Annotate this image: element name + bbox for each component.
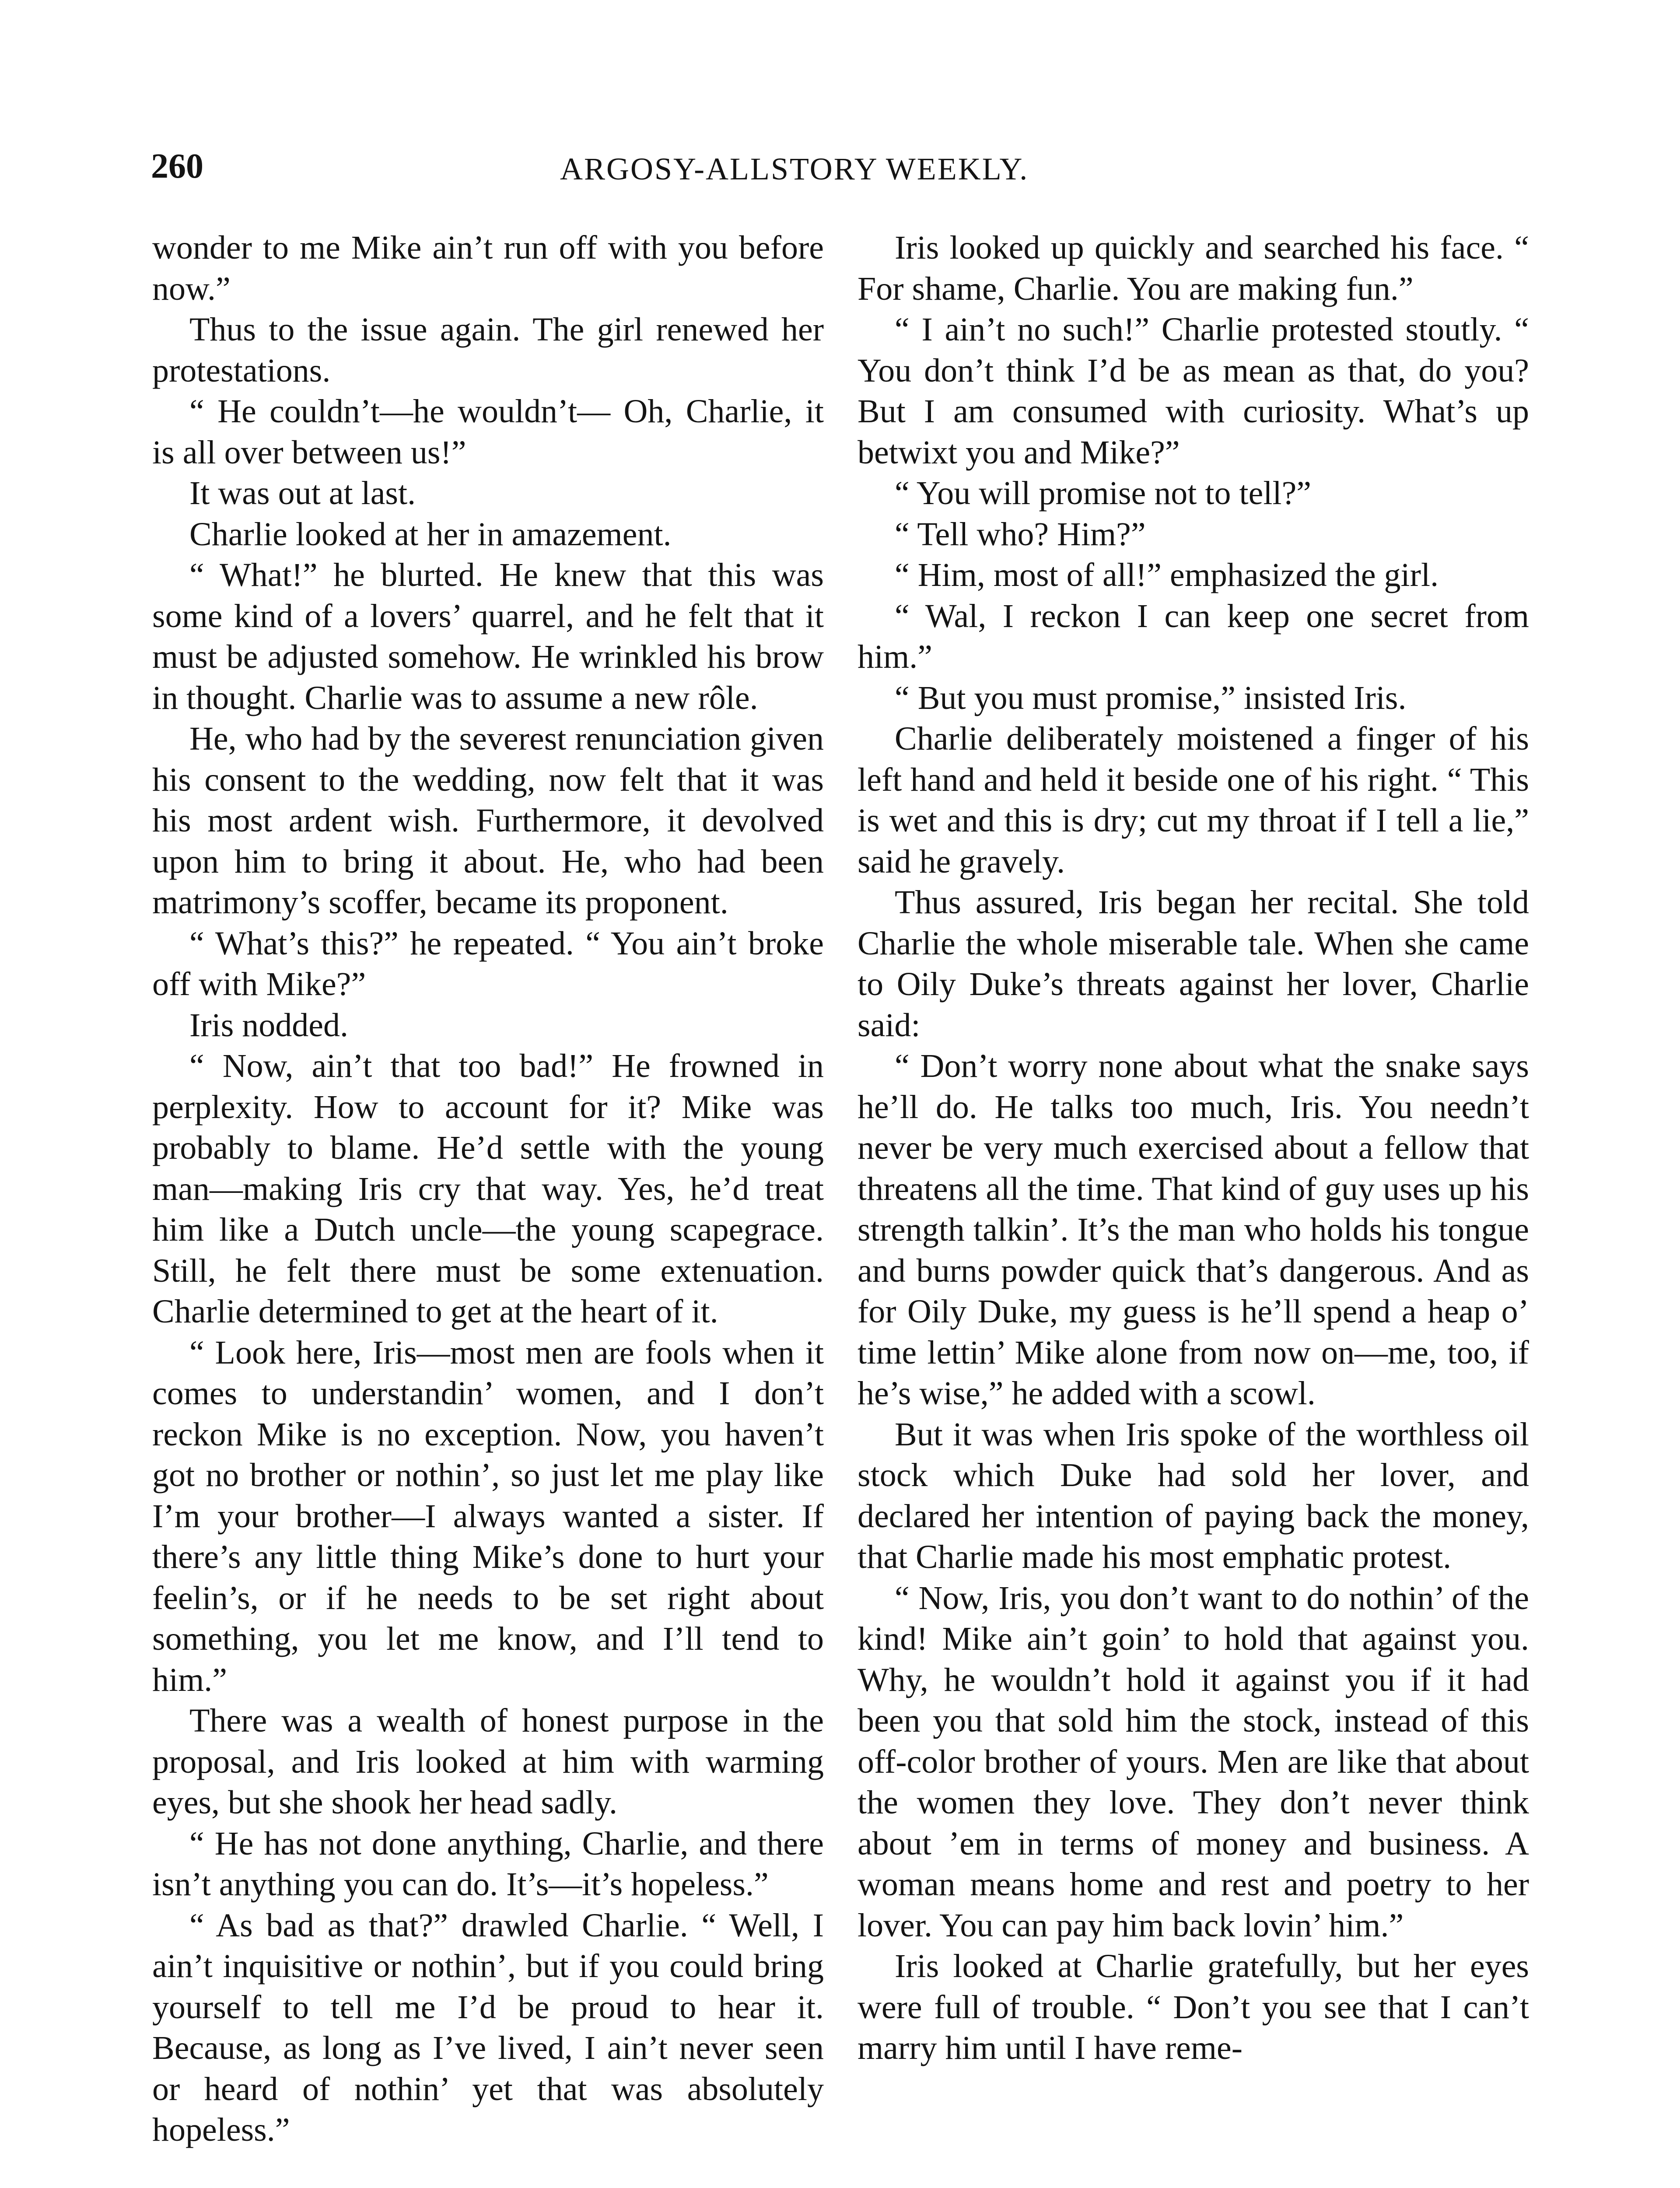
paragraph: There was a wealth of honest purpose in the proposal, and Iris looked at him with warming eyes, but she shook her head sadly. [152, 1702, 824, 1821]
running-title: ARGOSY-ALLSTORY WEEKLY. [560, 151, 1029, 186]
paragraph: Thus to the issue again. The girl renewed her protestations. [152, 311, 824, 389]
paragraph: wonder to me Mike ain’t run off with you before now.” [152, 229, 824, 307]
paragraph: “ Tell who? Him?” [895, 515, 1146, 553]
paragraph: Iris looked at Charlie gratefully, but her eyes were full of trouble. “ Don’t you see that I can’t marry him until I have reme- [858, 1948, 1529, 2066]
paragraph: “ Now, Iris, you don’t want to do nothin’ of the kind! Mike ain’t goin’ to hold that against you. Why, he wouldn’t hold it against you if it had been you that sold him the stock, instead of this off-color brother of yours. Men are like that about the women they love. They don’t never think about ’em in terms of money and business. A woman means home and rest and poetry to her lover. You can pay him back lovin’ him.” [858, 1579, 1529, 1944]
paragraph: Charlie deliberately moistened a finger of his left hand and held it beside one of his right. “ This is wet and this is dry; cut my throat if I tell a lie,” said he gravely. [858, 720, 1529, 880]
left-column [152, 228, 824, 2151]
paragraph: “ Look here, Iris—most men are fools when it comes to understandin’ women, and I don’t reckon Mike is no exception. Now, you haven’t got no brother or nothin’, so just let me play like I’m your brother—I always wanted a sister. If there’s any little thing Mike’s done to hurt your feelin’s, or if he needs to be set right about something, you let me know, and I’ll tend to him.” [152, 1334, 824, 1698]
paragraph: “ He couldn’t—he wouldn’t— Oh, Charlie, it is all over between us!” [152, 393, 824, 471]
paragraph: “ What’s this?” he repeated. “ You ain’t broke off with Mike?” [152, 925, 824, 1003]
paragraph: “ Now, ain’t that too bad!” He frowned in perplexity. How to account for it? Mike was probably to blame. He’d settle with the young man—making Iris cry that way. Yes, he’d treat him like a Dutch uncle—the young scapegrace. Still, he felt there must be some extenuation. Charlie determined to get at the heart of it. [152, 1048, 824, 1330]
paragraph: Thus assured, Iris began her recital. She told Charlie the whole miserable tale. When she came to Oily Duke’s threats against her lover, Charlie said: [858, 884, 1529, 1044]
paragraph: “ Wal, I reckon I can keep one secret from him.” [858, 597, 1529, 675]
paragraph: “ As bad as that?” drawled Charlie. “ Well, I ain’t inquisitive or nothin’, but if you could bring yourself to tell me I’d be proud to hear it. Because, as long as I’ve lived, I ain’t never seen or heard of nothin’ yet that was absolutely hopeless.” [152, 1907, 824, 2148]
paragraph: Iris nodded. [189, 1006, 349, 1044]
paragraph: “ You will promise not to tell?” [895, 475, 1312, 512]
paragraph: “ Don’t worry none about what the snake says he’ll do. He talks too much, Iris. You needn’t never be very much exercised about a fellow that threatens all the time. That kind of guy uses up his strength talkin’. It’s the man who holds his tongue and burns powder quick that’s dangerous. And as for Oily Duke, my guess is he’ll spend a heap o’ time lettin’ Mike alone from now on—me, too, if he’s wise,” he added with a scowl. [858, 1048, 1529, 1412]
paragraph: Iris looked up quickly and searched his face. “ For shame, Charlie. You are making fun.” [858, 229, 1529, 307]
paragraph: Charlie looked at her in amazement. [189, 515, 672, 553]
paragraph: “ But you must promise,” insisted Iris. [895, 679, 1407, 716]
page-number: 260 [151, 147, 203, 186]
paragraph: “ Him, most of all!” emphasized the girl. [895, 557, 1439, 593]
paragraph: He, who had by the severest renunciation given his consent to the wedding, now felt that it was his most ardent wish. Furthermore, it devolved upon him to bring it about. He, who had been matrimony’s scoffer, became its proponent. [152, 720, 824, 921]
paragraph: But it was when Iris spoke of the worthless oil stock which Duke had sold her lover, and declared her intention of paying back the money, that Charlie made his most emphatic protest. [858, 1416, 1529, 1575]
right-column [858, 228, 1529, 2069]
paragraph: “ He has not done anything, Charlie, and there isn’t anything you can do. It’s—it’s hopeless.” [152, 1825, 824, 1903]
paragraph: “ What!” he blurted. He knew that this was some kind of a lovers’ quarrel, and he felt that it must be adjusted somehow. He wrinkled his brow in thought. Charlie was to assume a new rôle. [152, 557, 824, 716]
paragraph: It was out at last. [189, 475, 416, 512]
paragraph: “ I ain’t no such!” Charlie protested stoutly. “ You don’t think I’d be as mean as that, do you? But I am consumed with curiosity. What’s up betwixt you and Mike?” [858, 311, 1529, 471]
